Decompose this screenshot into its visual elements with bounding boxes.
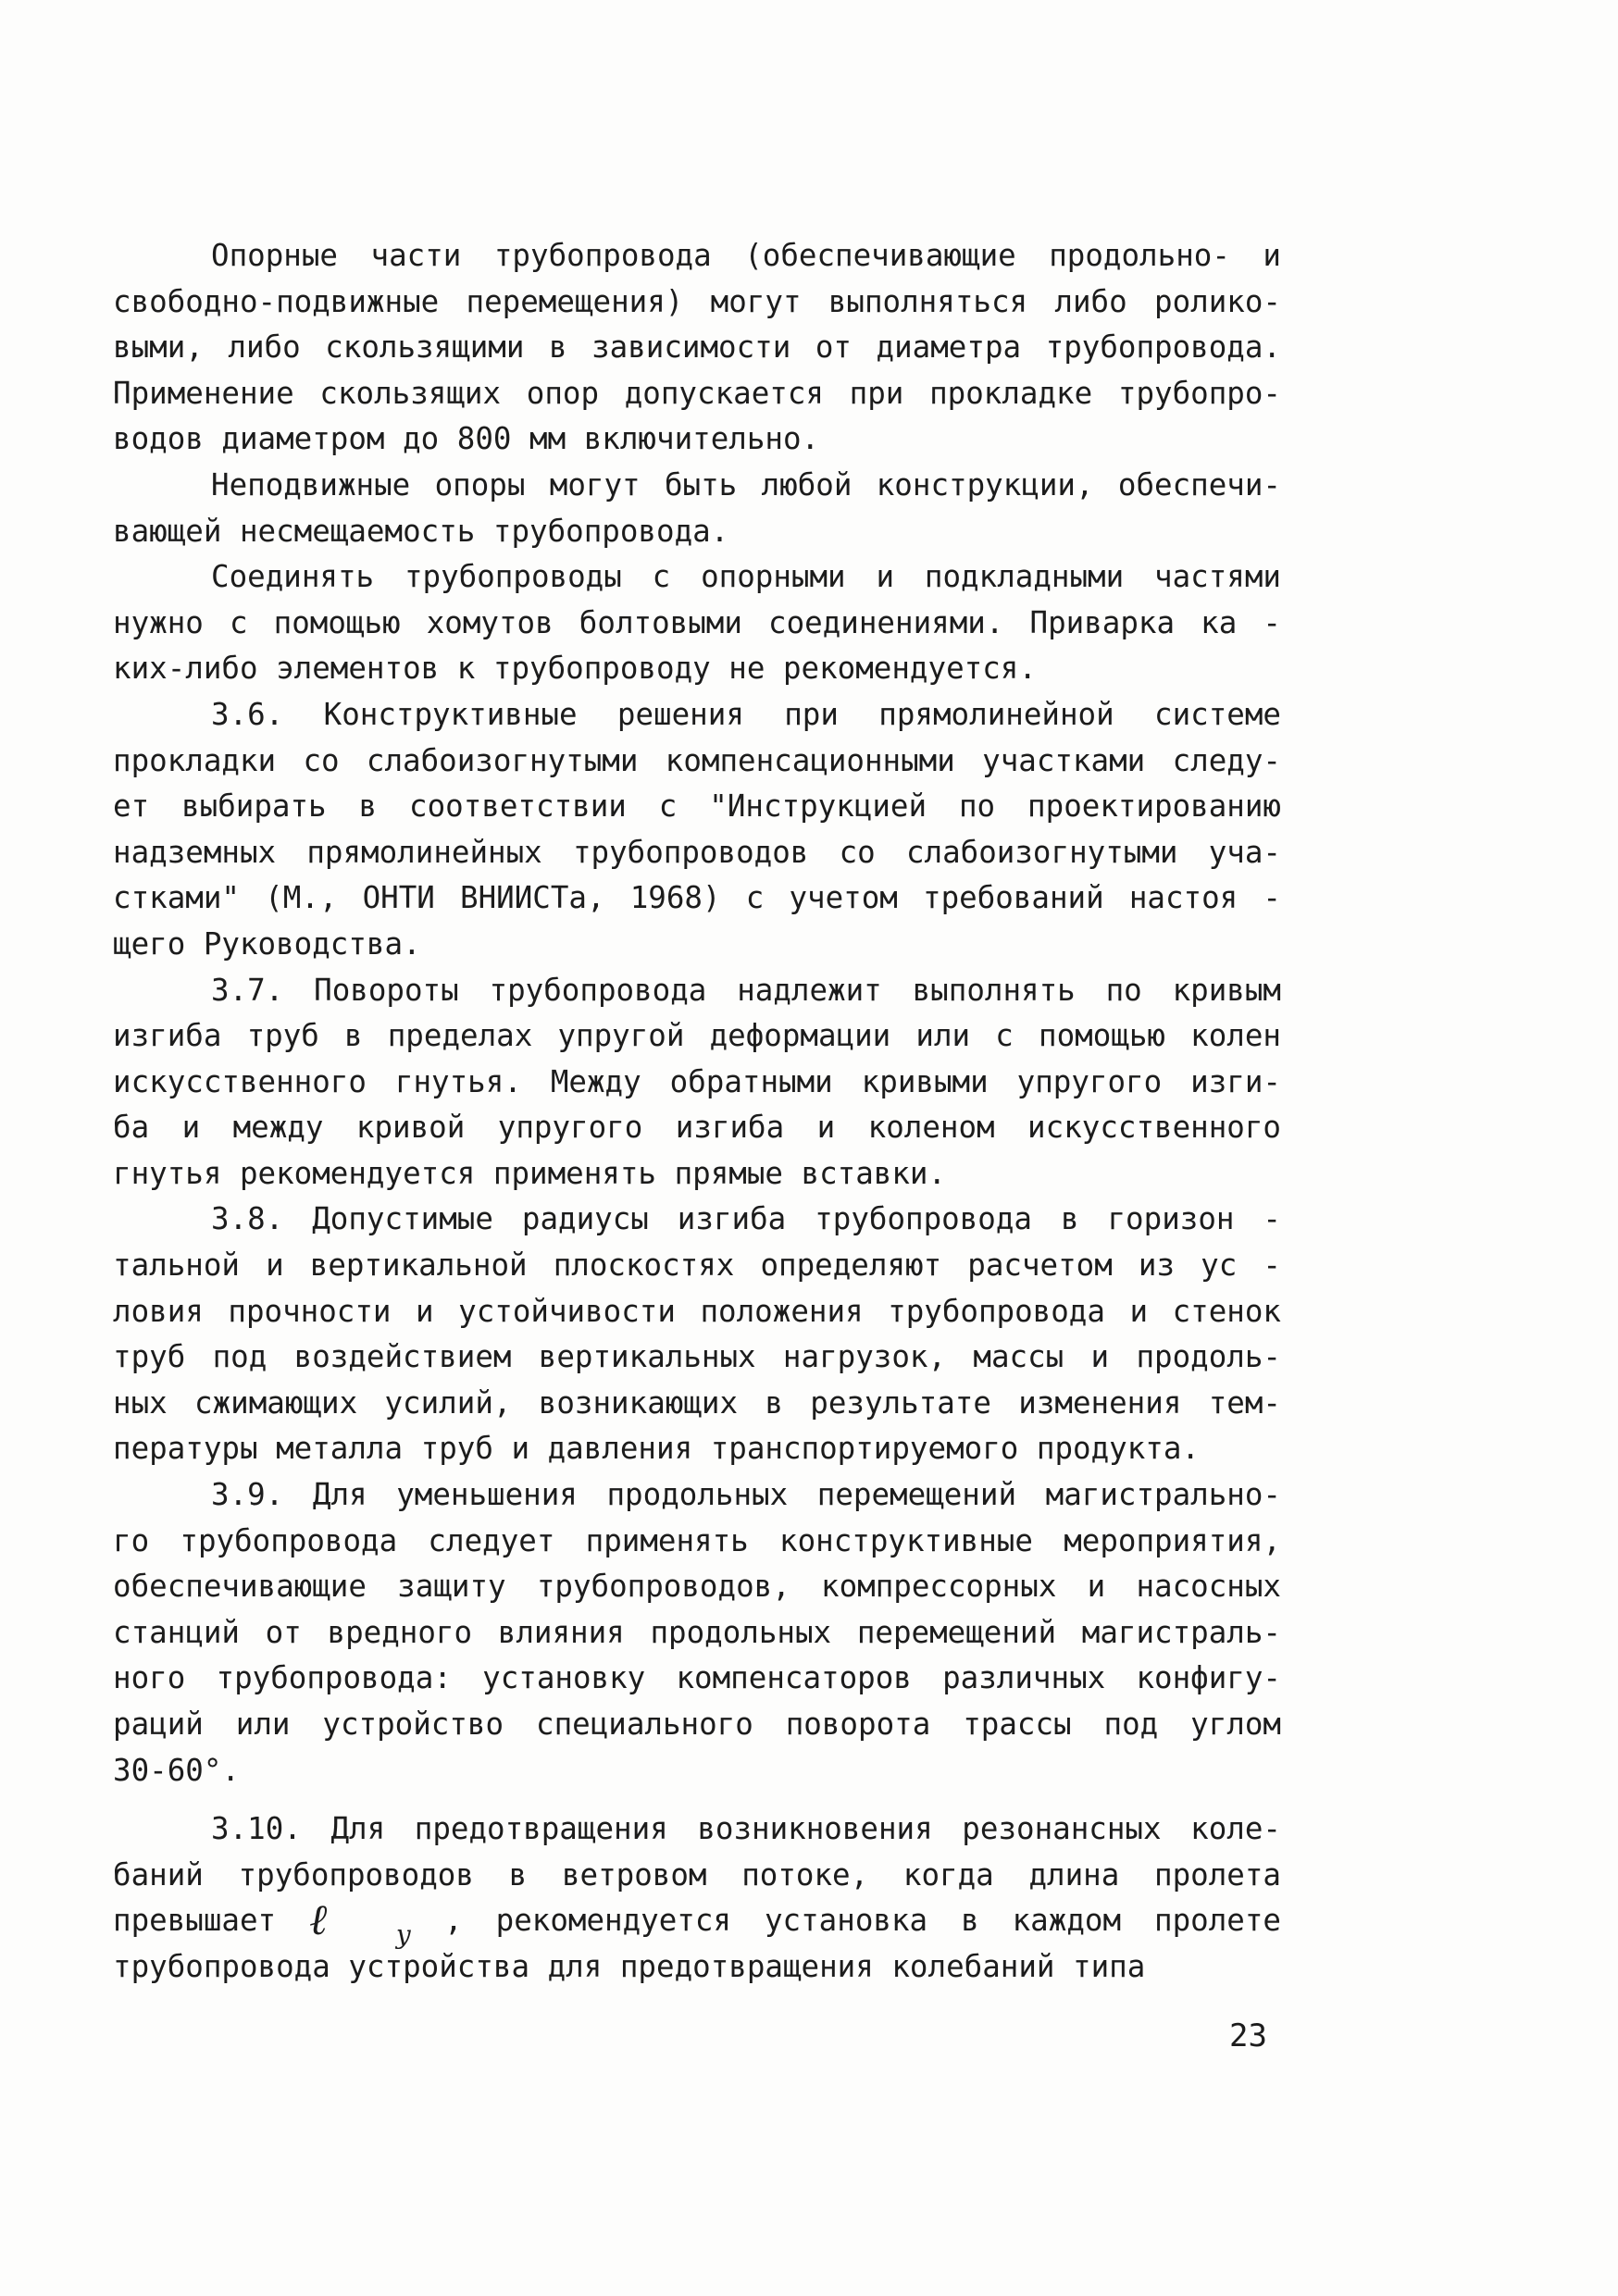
text-line: ных сжимающих усилий, возникающих в результате изменения тем- <box>113 1384 1281 1421</box>
text-line: трубопровода устройства для предотвращения колебаний типа <box>113 1948 1146 1984</box>
text-line: вающей несмещаемость трубопровода. <box>113 513 729 549</box>
page-number: 23 <box>1229 2017 1267 2054</box>
ell-y-symbol: ℓ$_у$ <box>309 1894 412 1951</box>
text-line: стками" (М., ОНТИ ВНИИСТа, 1968) с учетом требований настоя - <box>113 880 1281 916</box>
text-line: станций от вредного влияния продольных перемещений магистраль- <box>113 1614 1281 1650</box>
text-line: пературы металла труб и давления транспортируемого продукта. <box>113 1431 1200 1467</box>
text-line: нужно с помощью хомутов болтовыми соединениями. Приварка ка - <box>113 604 1281 640</box>
text-line-with-symbol <box>113 1894 1281 1951</box>
text-line: го трубопровода следует применять конструктивные мероприятия, <box>113 1522 1281 1558</box>
text-line: искусственного гнутья. Между обратными кривыми упругого изги- <box>113 1063 1281 1099</box>
text-line: Применение скользящих опор допускается при прокладке трубопро- <box>113 375 1281 411</box>
text-line: Соединять трубопроводы с опорными и подкладными частями <box>211 559 1281 595</box>
text-line: ких-либо элементов к трубопроводу не рекомендуется. <box>113 651 1037 687</box>
text-line: 30-60°. <box>113 1752 240 1788</box>
text-line: раций или устройство специального поворота трассы под углом <box>113 1706 1281 1742</box>
text-line: Неподвижные опоры могут быть любой конструкции, обеспечи- <box>211 466 1281 503</box>
section-3-9-line: 3.9. Для уменьшения продольных перемещений магистрально- <box>211 1477 1281 1513</box>
text-line: Опорные части трубопровода (обеспечивающие продольно- и <box>211 238 1281 273</box>
text-line: ловия прочности и устойчивости положения трубопровода и стенок <box>113 1293 1281 1329</box>
text-line: тальной и вертикальной плоскостях определяют расчетом из ус - <box>113 1247 1281 1284</box>
section-3-10-line: 3.10. Для предотвращения возникновения резонансных коле- <box>211 1811 1281 1847</box>
section-3-8-line: 3.8. Допустимые радиусы изгиба трубопровода в горизон - <box>211 1201 1281 1237</box>
text-line: надземных прямолинейных трубопроводов со слабоизогнутыми уча- <box>113 834 1281 870</box>
section-3-7-line: 3.7. Повороты трубопровода надлежит выполнять по кривым <box>211 972 1281 1008</box>
section-3-6-line: 3.6. Конструктивные решения при прямолинейной системе <box>211 696 1281 732</box>
text-line: выми, либо скользящими в зависимости от диаметра трубопровода. <box>113 329 1281 366</box>
text-line: водов диаметром до 800 мм включительно. <box>113 421 820 457</box>
text-line: ного трубопровода: установку компенсаторов различных конфигу- <box>113 1660 1281 1696</box>
body-text <box>113 233 1281 1991</box>
text-line: изгиба труб в пределах упругой деформации или с помощью колен <box>113 1018 1281 1054</box>
text-fragment: превышает <box>113 1903 277 1939</box>
text-fragment: , рекомендуется установка в каждом пролете <box>444 1903 1281 1939</box>
text-line: свободно-подвижные перемещения) могут выполняться либо ролико- <box>113 283 1281 319</box>
text-line: баний трубопроводов в ветровом потоке, когда длина пролета <box>113 1856 1281 1893</box>
text-line: прокладки со слабоизогнутыми компенсационными участками следу- <box>113 742 1281 778</box>
text-line: щего Руководства. <box>113 925 421 962</box>
text-line: труб под воздействием вертикальных нагрузок, массы и продоль- <box>113 1339 1281 1375</box>
text-line: обеспечивающие защиту трубопроводов, компрессорных и насосных <box>113 1569 1281 1605</box>
text-line: гнутья рекомендуется применять прямые вставки. <box>113 1155 947 1191</box>
text-line: ба и между кривой упругого изгиба и коленом искусственного <box>113 1110 1281 1146</box>
text-line: ет выбирать в соответствии с "Инструкцией по проектированию <box>113 788 1281 825</box>
